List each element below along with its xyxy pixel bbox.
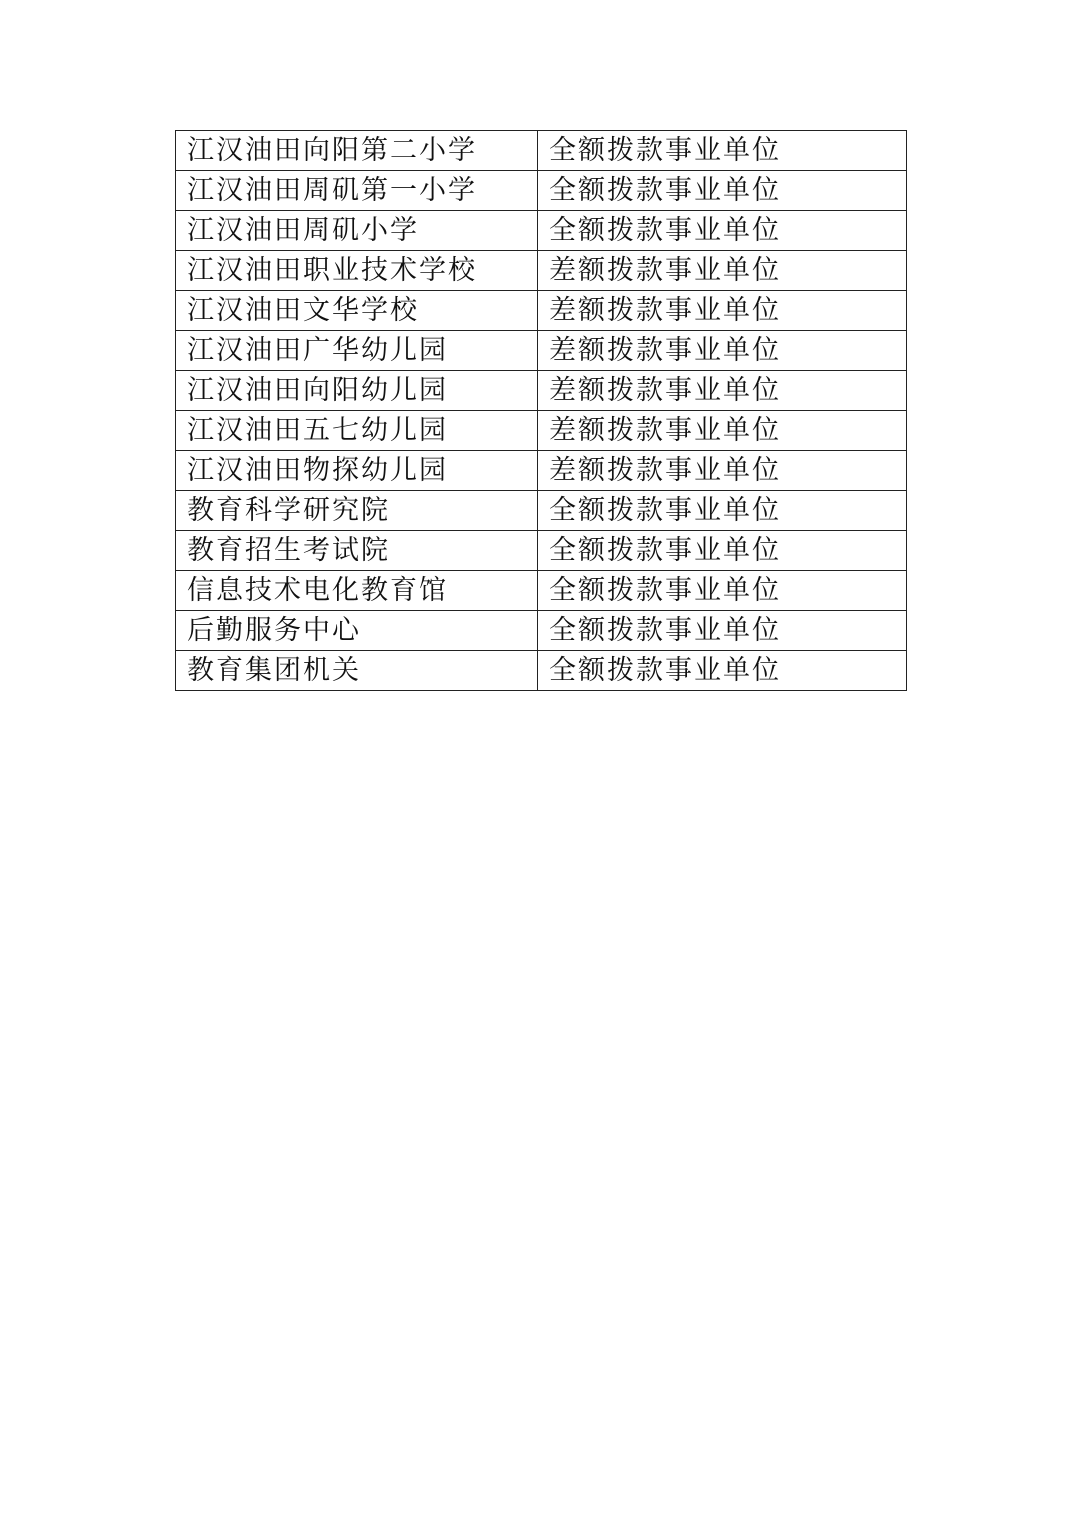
unit-table [175, 130, 907, 691]
unit-type-cell: 差额拨款事业单位 [538, 411, 907, 451]
table-row [176, 291, 907, 331]
table-row [176, 371, 907, 411]
unit-name-cell: 江汉油田周矶小学 [176, 211, 538, 251]
unit-name-cell: 教育集团机关 [176, 651, 538, 691]
table-row [176, 411, 907, 451]
unit-type-cell: 全额拨款事业单位 [538, 531, 907, 571]
unit-name-cell: 江汉油田五七幼儿园 [176, 411, 538, 451]
table-row [176, 571, 907, 611]
table-row [176, 131, 907, 171]
unit-name-cell: 江汉油田周矶第一小学 [176, 171, 538, 211]
unit-type-cell: 全额拨款事业单位 [538, 171, 907, 211]
table-row [176, 251, 907, 291]
unit-name-cell: 后勤服务中心 [176, 611, 538, 651]
unit-type-cell: 全额拨款事业单位 [538, 651, 907, 691]
table-row [176, 171, 907, 211]
table-row [176, 451, 907, 491]
unit-name-cell: 信息技术电化教育馆 [176, 571, 538, 611]
table-row [176, 491, 907, 531]
unit-name-cell: 教育科学研究院 [176, 491, 538, 531]
unit-name-cell: 江汉油田向阳第二小学 [176, 131, 538, 171]
unit-type-cell: 差额拨款事业单位 [538, 331, 907, 371]
unit-name-cell: 江汉油田物探幼儿园 [176, 451, 538, 491]
table-row [176, 331, 907, 371]
unit-type-cell: 差额拨款事业单位 [538, 291, 907, 331]
table-row [176, 651, 907, 691]
unit-name-cell: 江汉油田向阳幼儿园 [176, 371, 538, 411]
table-row [176, 531, 907, 571]
unit-type-cell: 差额拨款事业单位 [538, 451, 907, 491]
unit-type-cell: 全额拨款事业单位 [538, 131, 907, 171]
unit-name-cell: 江汉油田文华学校 [176, 291, 538, 331]
unit-name-cell: 江汉油田职业技术学校 [176, 251, 538, 291]
unit-name-cell: 江汉油田广华幼儿园 [176, 331, 538, 371]
unit-name-cell: 教育招生考试院 [176, 531, 538, 571]
unit-type-cell: 全额拨款事业单位 [538, 211, 907, 251]
unit-type-cell: 全额拨款事业单位 [538, 491, 907, 531]
unit-type-cell: 差额拨款事业单位 [538, 371, 907, 411]
unit-type-cell: 全额拨款事业单位 [538, 571, 907, 611]
unit-type-cell: 差额拨款事业单位 [538, 251, 907, 291]
unit-type-cell: 全额拨款事业单位 [538, 611, 907, 651]
table-row [176, 211, 907, 251]
table-row [176, 611, 907, 651]
